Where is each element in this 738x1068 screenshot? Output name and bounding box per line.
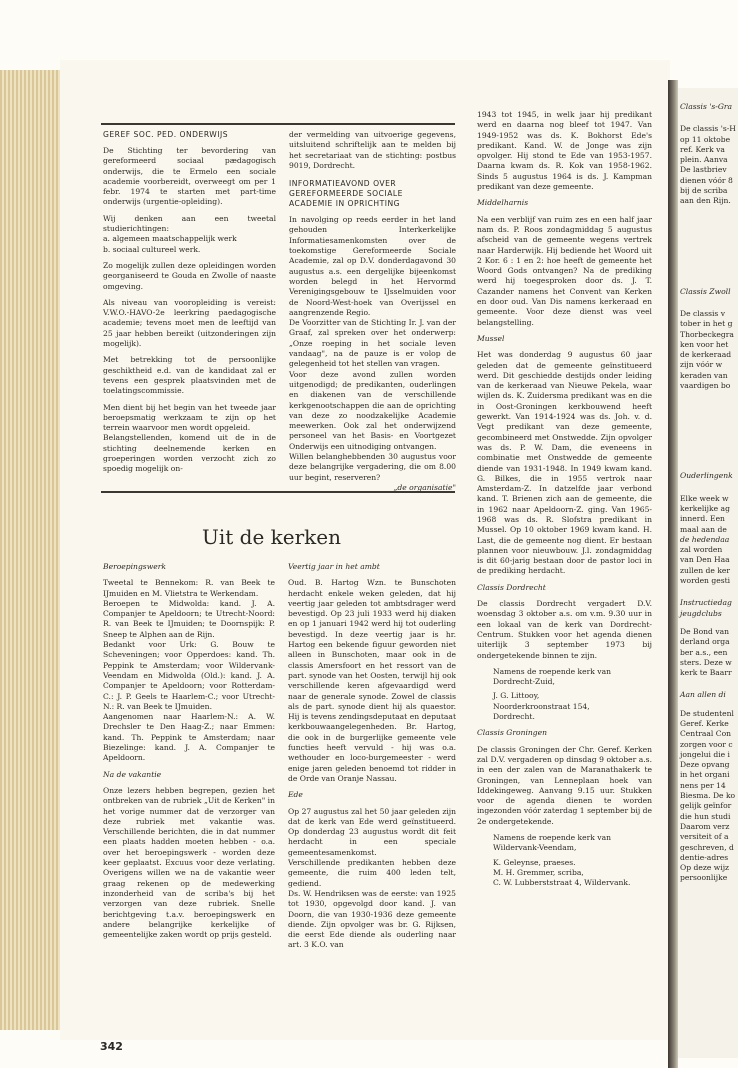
next-page-heading: Classis Zwoll [680,286,731,296]
text-line: tober in het g [680,319,733,329]
paragraph: Oud. B. Hartog Wzn. te Bunschoten herdacht enkele weken geleden, dat hij veertig jaar geleden tot ambtsdrager werd bevestigd. Op 23 juli 1933 werd hij diaken en op 1 januari 1942 werd hij tot ouderling bevestigd. In deze veertig jaar is hr. Hartog een bekende figuur geworden niet alleen in Bunschoten, maar ook in de classis Amersfoort en het ressort van de part. synode van het Oosten, terwijl hij ook verschillende keren afgevaardigd werd naar de generale synode. Zowel de classis als de part. synode dient hij als quaestor. Hij is tevens zendingsdeputaat en deputaat kerkbouwaangelegenheden. Br. Hartog, die ook in de burgerlijke gemeente vele functies heeft vervuld - hij was o.a. wethouder en loco-burgemeester - werd enige jaren geleden benoemd tot ridder in de Orde van Oranje Nassau. [288,578,456,783]
subheading-mussel: Mussel [477,333,505,343]
list-item: a. algemeen maatschappelijk werk [103,234,237,244]
paragraph: Aangenomen naar Haarlem-N.: A. W. Drechsler te Den Haag-Z.; naar Emmen: kand. Th. Peppink te Amsterdam; naar Biezelinge: kand. J. A. Companjer te Apeldoorn. [103,712,275,763]
subheading-classis-dordrecht: Classis Dordrecht [477,582,546,592]
text-line: kerk te Baarr [680,668,732,678]
paragraph: Tweetal te Bennekom: R. van Beek te IJmuiden en M. Vlietstra te Werkendam. [103,578,275,598]
text-line: persoonlijke [680,873,728,883]
top-rule-left [101,123,455,125]
text-line: aan den Rijn. [680,196,731,206]
column-right [477,110,652,888]
text-line: Geref. Kerke [680,718,729,728]
column-geref-soc-ped [103,130,276,481]
signature-line: Noorderkroonstraat 154, [493,701,590,711]
text-line: derland orga [680,637,730,647]
next-page-heading: jeugdclubs [680,608,722,618]
signature-line: Namens de roepende kerk van [493,666,611,676]
heading-informatieavond [289,179,456,209]
column-informatieavond [289,130,456,493]
signature-line: M. H. Gremmer, scriba, [493,867,584,877]
text-line: zijn vóór w [680,360,723,370]
heading-line: GEREFORMEERDE SOCIALE [289,189,403,199]
next-page-text [680,102,736,884]
column-veertig-jaar [288,562,456,957]
next-page-heading: Instructiedag [680,598,732,608]
signature-line: Namens de roepende kerk van [493,833,611,842]
paragraph: Bedankt voor Urk: G. Bouw te Scheveningen; voor Opperdoes: kand. Th. Peppink te Amsterdam; voor Wildervank-Veendam en Midwolda (Old.): kand. J. A. Companjer te Apeldoorn; voor Rotterdam-C.: J. P. Geels te Haarlem-C.; voor Utrecht-N.: R. van Beek te IJmuiden. [103,640,275,711]
signature-line: K. Geleynse, praeses. [493,857,576,867]
paragraph: De Voorzitter van de Stichting Ir. J. van der Graaf, zal spreken over het onderwerp: „Onze roeping in het sociale leven vandaag", na de pauze is er volop de gelegenheid tot het stellen van vragen. [289,318,456,369]
heading-geref-soc-ped: GEREF SOC. PED. ONDERWIJS [103,130,229,139]
text-line: Elke week w [680,493,729,503]
subheading-middelharnis: Middelharnis [477,198,529,208]
paragraph: Op 27 augustus zal het 50 jaar geleden zijn dat de kerk van Ede werd geïnstitueerd. Op donderdag 23 augustus wordt dit feit herdacht in een speciale gemeentesamenkomst. [288,806,456,857]
text-line: De studentenl [680,708,734,718]
text-line: Biesma. De ko [680,791,736,801]
subheading-ede: Ede [288,790,303,800]
text-line: van Den Haa [680,555,730,565]
next-page-heading: Classis 's-Gra [680,102,733,111]
paragraph: Voor deze avond zullen worden uitgenodigd; de predikanten, ouderlingen en diakenen van de verschillende kerkgenootschappen die aan de oprichting van deze zo noodzakelijke Academie meewerken. Ook zal het onderwijzend personeel van het Basis- en Voortgezet Onderwijs een uitnodiging ontvangen. [289,369,456,451]
text-line: zorgen voor c [680,739,733,749]
signature-block-dordrecht [477,667,652,722]
text-line: ken voor het [680,339,729,349]
column-beroepingswerk [103,562,275,946]
subheading-na-de-vakantie: Na de vakantie [103,769,162,779]
text-line: De Bond van [680,626,730,636]
text-line: gelijk geïnfor [680,801,732,811]
heading-line: INFORMATIEAVOND OVER [289,179,397,189]
paragraph: Ds. W. Hendriksen was de eerste: van 1925 tot 1930, opgevolgd door kand. J. van Doorn, die van 1930-1936 deze gemeente diende. Zijn opvolger was br. G. Rijksen, die eerst Ede diende als ouderling naar art. 3 K.O. van [288,888,456,950]
text-line: De classis v [680,308,726,318]
text-line: op 11 oktobe [680,134,731,144]
text-line: de kerkeraad [680,350,732,360]
text-line: nens per 14 [680,780,726,790]
paragraph: Willen belanghebbenden 30 augustus voor deze belangrijke vergadering, die om 8.00 uur begint, reserveren? [289,452,456,482]
paragraph: Het was donderdag 9 augustus 60 jaar geleden dat de gemeente geïnstitueerd werd. Dit geschiedde destijds onder leiding van de kerkeraad van Nieuwe Pekela, waar wijlen ds. K. Zuidersma predikant was en die in Oost-Groningen kerkbouwend heeft gewerkt. Van 1914-1924 was ds. Joh. v. d. Vegt predikant van deze gemeente, gecombineerd met Onstwedde. Zijn opvolger was ds. P. W. Dam, die eveneens in combinatie met Onstwedde de gemeente diende van 1931-1948. In 1949 kwam kand. G. Bilkes, die in 1955 vertrok naar Amsterdam-Z. In datzelfde jaar verbond kand. T. Brienen zich aan de gemeente, die in 1962 naar Apeldoorn-Z. ging. Van 1965-1968 was ds. R. Slofstra predikant in Mussel. Op 10 oktober 1969 kwam kand. H. Last, die de gemeente nog dient. Er bestaan plannen voor nieuwbouw. J.l. zondagmiddag is dit 60-jarig bestaan door de pastor loci in de prediking herdacht. [477,350,652,576]
text-line: innerd. Een [680,514,725,524]
paragraph: De classis Dordrecht vergadert D.V. woensdag 3 oktober a.s. om v.m. 9.30 uur in een lokaal van de kerk van Dordrecht-Centrum. Stukken voor het agenda dienen uiterlijk 3 september 1973 bij ondergetekende binnen te zijn. [477,599,652,660]
signature-block-groningen [477,833,652,888]
subheading-veertig-jaar: Veertig jaar in het ambt [288,562,380,571]
next-page-edge [678,88,738,1058]
paragraph: Belangstellenden, komend uit de in de stichting deelnemende kerken en groeperingen worden verzocht zich zo spoedig mogelijk on- [103,433,276,474]
signature-line: C. W. Lubberststraat 4, Wildervank. [493,878,631,888]
signature-organisatie: „de organisatie" [393,482,456,492]
next-page-heading: Aan allen di [680,690,726,700]
text-line: die hun studi [680,811,731,821]
paragraph: In navolging op reeds eerder in het land gehouden Interkerkelijke Informatiesamenkomsten over de toekomstige Gereformeerde Sociale Academie, zal op D.V. donderdagavond 30 augustus a.s. een dergelijke bijeenkomst worden belegd in het Hervormd Verenigingsgebouw te IJsselmuiden voor de Noord-West-hoek van Overijssel en aangrenzende Regio. [289,215,456,317]
heading-line: ACADEMIE IN OPRICHTING [289,199,401,209]
paragraph: Verschillende predikanten hebben deze gemeente, die ruim 400 leden telt, gediend. [288,858,456,888]
subheading-classis-groningen: Classis Groningen [477,728,548,738]
paragraph: Na een verblijf van ruim zes en een half jaar nam ds. P. Roos zondagmiddag 5 augustus afscheid van de gemeente wegens vertrek naar Harderwijk. Hij bediende het Woord uit 2 Kor. 6 : 1 en 2: hoe heeft de gemeente het Woord Gods ontvangen? Na de prediking werd hij toegesproken door ds. J. T. Cazander namens het Convent van Kerken en door oud. Van Dis namens kerkeraad en gemeente. Voor deze dienst was veel belangstelling. [477,214,652,327]
text-line: zullen de ker [680,565,731,575]
signature-line: Dordrecht. [493,712,535,722]
signature-line: Wildervank-Veendam, [493,843,577,853]
text-line: in het organi [680,770,730,780]
book-page-edges [0,70,60,1030]
text-line: Daarom verz [680,821,730,831]
subheading-beroepingswerk: Beroepingswerk [103,562,166,571]
book-spine [668,80,678,1068]
text-line: dentie-adres [680,852,729,862]
text-line: maal aan de [680,524,727,534]
paragraph: Men dient bij het begin van het tweede jaar beroepsmatig werkzaam te zijn op het terrein waarvoor men wordt opgeleid. [103,402,276,433]
text-line: worden gesti [680,576,731,586]
text-line: sters. Deze w [680,657,732,667]
section-title: Uit de kerken [202,525,341,549]
paragraph: 1943 tot 1945, in welk jaar hij predikant werd en daarna nog bleef tot 1947. Van 1949-1952 was ds. K. Bokhorst Ede's predikant. Kand. W. de Jonge was zijn opvolger. Hij stond te Ede van 1953-1957. Daarna kwam ds. R. Kok van 1958-1962. Sinds 5 augustus 1964 is ds. J. Kampman predikant van deze gemeente. [477,110,652,192]
signature-line: J. G. Littooy, [493,691,540,701]
paragraph: De Stichting ter bevordering van gereformeerd sociaal pædagogisch onderwijs, die te Ermelo een sociale academie voorbereidt, overweegt om per 1 febr. 1974 te starten met part-time onderwijs (urgentie-opleiding). [103,146,276,207]
next-page-heading: Ouderlingenk [680,471,733,481]
text-line: bij de scriba [680,186,728,196]
text-line: jongelui die i [680,749,730,759]
list-item: b. sociaal cultureel werk. [103,244,201,254]
text-line: kerkelijke ag [680,503,730,513]
paragraph: Zo mogelijk zullen deze opleidingen worden georganiseerd te Gouda en Zwolle of naaste omgeving. [103,260,276,291]
paragraph: Als niveau van vooropleiding is vereist: V.W.O.-HAVO-2e leerkring paedagogische academie; tevens moet men de leeftijd van 25 jaar hebben bereikt (uitzonderingen zijn mogelijk). [103,297,276,349]
text-line: Deze opvang [680,760,730,770]
text-line: de hedendaa [680,534,730,544]
text-line: Thorbeckegra [680,329,734,339]
page-number: 342 [100,1040,123,1053]
paragraph: Onze lezers hebben begrepen, gezien het ontbreken van de rubriek „Uit de Kerken" in het vorige nummer dat de verzorger van deze rubriek met vakantie was. Verschillende berichten, die in dat nummer een plaats hadden moeten hebben - o.a. over het beroepingswerk - worden deze keer geplaatst. Excuus voor deze verlating. Overigens willen we na de vakantie weer graag rekenen op de medewerking inzonderheid van de scriba's bij het verzorgen van deze rubriek. Snelle berichtgeving t.a.v. beroepingswerk en andere belangrijke kerkelijke of gemeentelijke zaken wordt op prijs gesteld. [103,785,275,940]
paragraph: Met betrekking tot de persoonlijke geschiktheid e.d. van de kandidaat zal er tevens een gesprek plaatsvinden met de toelatingscommissie. [103,355,276,396]
text-line: Op deze wijz [680,863,730,873]
paragraph: Wij denken aan een tweetal studierichtingen: [103,213,276,234]
text-line: De classis 's-H [680,124,736,134]
text-line: geschreven, d [680,842,734,852]
text-line: versiteit of a [680,832,729,842]
text-line: ref. Kerk va [680,144,725,154]
text-line: vaardigen bo [680,381,731,391]
text-line: plein. Aanva [680,155,728,165]
paragraph: Beroepen te Midwolda: kand. J. A. Companjer te Apeldoorn; te Utrecht-Noord: R. van Beek te IJmuiden; te Doornspijk: P. Sneep te Alphen aan de Rijn. [103,598,275,639]
text-line: ber a.s., een [680,647,728,657]
paragraph: der vermelding van uitvoerige gegevens, uitsluitend schriftelijk aan te melden bij het secretariaat van de stichting: postbus 9019, Dordrecht. [289,130,456,170]
text-line: keraden van [680,370,728,380]
text-line: Centraal Con [680,729,732,739]
text-line: zal worden [680,545,723,555]
text-line: De lastbriev [680,165,727,175]
text-line: dienen vóór 8 [680,175,733,185]
paragraph: De classis Groningen der Chr. Geref. Kerken zal D.V. vergaderen op dinsdag 9 oktober a.s. in een der zalen van de Maranathakerk te Groningen, van Lenneplaan hoek van Iddekingeweg. Aanvang 9.15 uur. Stukken voor de agenda dienen te worden ingezonden vóór zaterdag 1 september bij de 2e ondergetekende. [477,744,652,826]
signature-line: Dordrecht-Zuid, [493,677,555,687]
